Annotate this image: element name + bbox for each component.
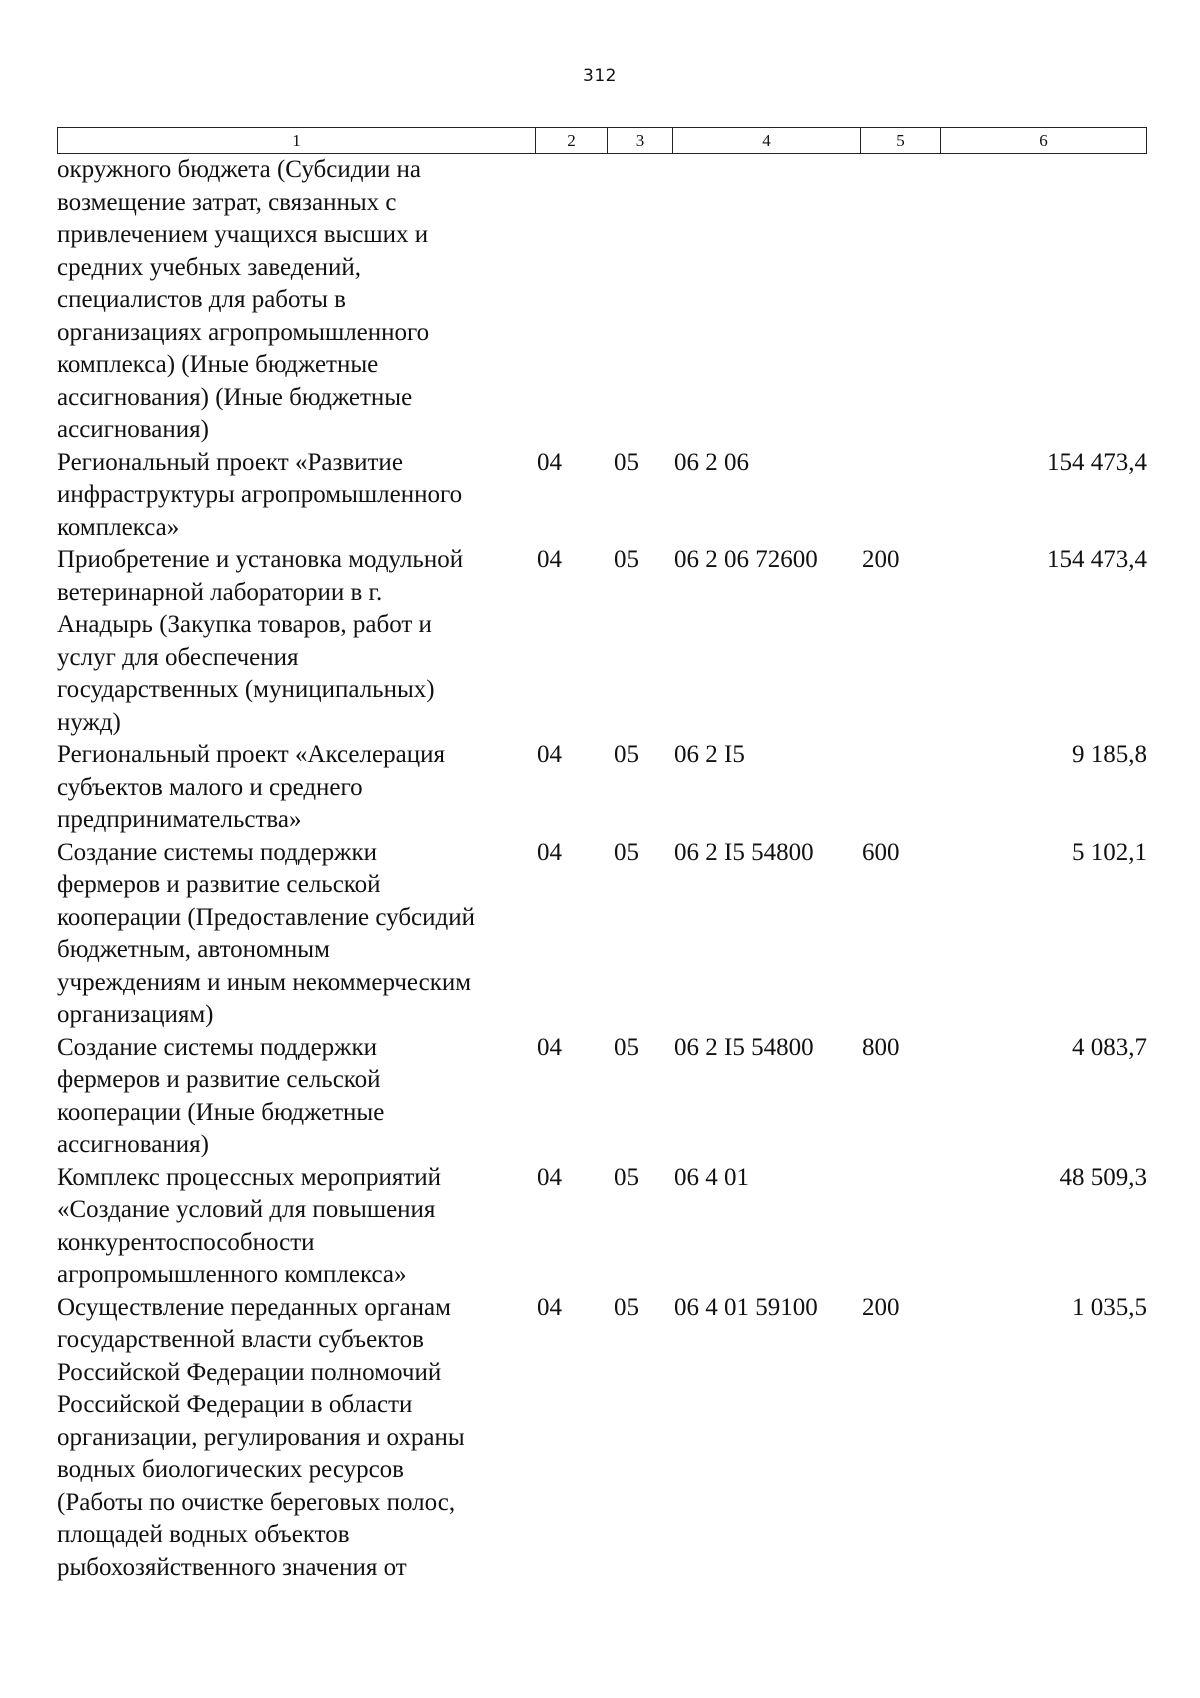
cell-pr: 05 [614,1293,639,1321]
cell-name-line: ассигнования) [57,1131,209,1158]
cell-name-line: ассигнования) (Иные бюджетные [57,383,413,411]
cell-name-line: Комплекс процессных мероприятий [57,1163,442,1191]
cell-pr: 05 [614,448,639,476]
table-row [57,154,1147,447]
table-body [57,154,1147,1584]
cell-name-line: окружного бюджета (Субсидии на [57,156,421,183]
cell-name-line: привлечением учащихся высших и [57,221,429,248]
cell-name-line: Создание системы поддержки [57,1033,377,1061]
cell-name [57,837,535,1032]
cell-vr [860,1162,940,1292]
cell-name [57,154,535,447]
header-cell-2: 2 [536,128,608,153]
cell-name-line: агропромышленного комплекса» [57,1261,407,1288]
cell-csr: 06 2 I5 [674,741,745,768]
cell-rz: 04 [537,448,562,476]
cell-vr [860,739,940,837]
cell-rz: 04 [537,1163,562,1191]
cell-name-line: специалистов для работы в [57,286,346,313]
cell-sum: 5 102,1 [1072,838,1147,866]
table-row [57,447,1147,545]
cell-rz: 04 [537,546,562,573]
cell-pr: 05 [614,741,639,768]
cell-name-line: водных биологических ресурсов [57,1456,404,1483]
cell-rz [535,154,607,447]
cell-name-line: комплекса) (Иные бюджетные [57,351,379,378]
cell-sum: 48 509,3 [1059,1163,1147,1191]
header-cell-1: 1 [58,128,536,153]
cell-name-line: учреждениям и иным некоммерческим [57,968,472,996]
cell-sum: 154 473,4 [1047,448,1147,476]
cell-csr [672,154,860,447]
cell-name-line: фермеров и развитие сельской [57,1066,381,1093]
cell-name-line: Приобретение и установка модульной [57,546,464,573]
table-header-row [57,127,1147,154]
cell-vr: 600 [862,838,900,866]
cell-name-line: ветеринарной лаборатории в г. [57,578,383,606]
cell-name-line: Анадырь (Закупка товаров, работ и [57,611,432,638]
cell-name-line: нужд) [57,708,121,736]
cell-rz: 04 [537,741,562,768]
cell-pr: 05 [614,546,639,573]
cell-vr: 200 [862,546,900,573]
cell-name [57,544,535,739]
cell-name-line: кооперации (Предоставление субсидий [57,903,476,931]
cell-sum [940,154,1147,447]
cell-name-line: Региональный проект «Акселерация [57,741,445,768]
cell-name-line: возмещение затрат, связанных с [57,188,397,216]
cell-pr [607,154,672,447]
cell-name-line: Российской Федерации в области [57,1391,413,1418]
cell-csr: 06 4 01 59100 [674,1293,818,1321]
cell-name-line: Российской Федерации полномочий [57,1358,442,1386]
cell-name-line: кооперации (Иные бюджетные [57,1098,385,1126]
cell-name-line: ассигнования) [57,416,209,443]
header-cell-6: 6 [1039,131,1048,150]
cell-sum: 9 185,8 [1072,741,1147,768]
table-row [57,1162,1147,1292]
table-row [57,1032,1147,1162]
cell-pr: 05 [614,1033,639,1061]
cell-name-line: Осуществление переданных органам [57,1293,451,1321]
cell-csr: 06 4 01 [674,1163,749,1191]
cell-rz: 04 [537,838,562,866]
cell-name-line: инфраструктуры агропромышленного [57,481,463,508]
cell-vr: 800 [862,1033,900,1061]
table-row [57,739,1147,837]
cell-name-line: организации, регулирования и охраны [57,1423,465,1451]
cell-name-line: средних учебных заведений, [57,253,362,281]
table-row [57,837,1147,1032]
cell-name-line: «Создание условий для повышения [57,1196,436,1223]
cell-name-line: Региональный проект «Развитие [57,448,403,476]
cell-vr [860,154,940,447]
cell-rz: 04 [537,1293,562,1321]
cell-pr: 05 [614,838,639,866]
header-cell-5: 5 [861,128,941,153]
cell-sum: 1 035,5 [1072,1293,1147,1321]
cell-vr [860,447,940,545]
cell-vr: 200 [862,1293,900,1321]
cell-name-line: субъектов малого и среднего [57,773,363,801]
cell-name-line: Создание системы поддержки [57,838,377,866]
budget-table [57,127,1147,1584]
cell-name-line: конкурентоспособности [57,1228,315,1256]
cell-name [57,447,535,545]
cell-name-line: государственной власти субъектов [57,1326,424,1353]
cell-name-line: бюджетным, автономным [57,936,330,963]
cell-name [57,1292,535,1585]
table-row [57,544,1147,739]
cell-sum: 4 083,7 [1072,1033,1147,1061]
cell-name-line: фермеров и развитие сельской [57,871,381,898]
cell-name-line: организациям) [57,1001,214,1028]
cell-csr: 06 2 06 [674,448,749,476]
cell-name [57,739,535,837]
cell-name-line: комплекса» [57,513,180,541]
header-cell-4: 4 [673,128,861,153]
cell-name-line: услуг для обеспечения [57,643,299,671]
cell-sum: 154 473,4 [1047,546,1147,573]
cell-name-line: организациях агропромышленного [57,318,430,346]
cell-name-line: государственных (муниципальных) [57,676,435,703]
cell-csr: 06 2 I5 54800 [674,838,814,866]
cell-csr: 06 2 I5 54800 [674,1033,814,1061]
cell-name-line: площадей водных объектов [57,1521,350,1548]
cell-name-line: рыбохозяйственного значения от [57,1553,407,1581]
page-number: 312 [583,66,617,86]
cell-name [57,1032,535,1162]
cell-name-line: предпринимательства» [57,806,302,833]
cell-name-line: (Работы по очистке береговых полос, [57,1488,456,1516]
header-cell-3: 3 [608,128,673,153]
table-row [57,1292,1147,1585]
cell-pr: 05 [614,1163,639,1191]
cell-csr: 06 2 06 72600 [674,546,818,573]
cell-rz: 04 [537,1033,562,1061]
cell-name [57,1162,535,1292]
